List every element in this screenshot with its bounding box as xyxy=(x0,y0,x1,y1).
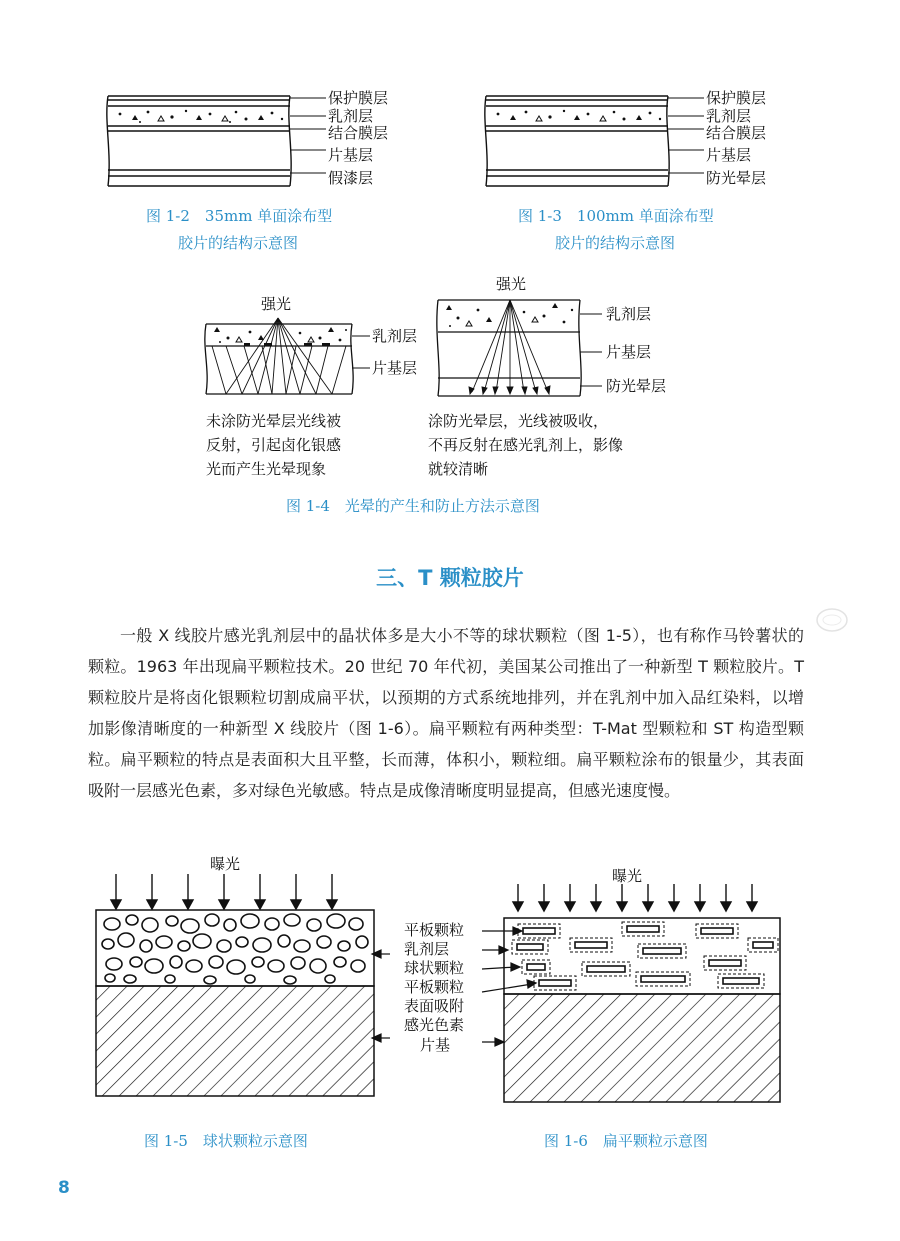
fig1-3-diagram xyxy=(478,92,708,192)
fig1-4-caption: 图 1-4 光晕的产生和防止方法示意图 xyxy=(286,497,540,515)
fig1-4-left-note-line1: 未涂防光晕层光线被 xyxy=(206,412,342,430)
fig1-4-right-note-line2: 不再反射在感光乳剂上，影像 xyxy=(428,436,624,454)
fig1-4-right-strong-light: 强光 xyxy=(496,275,527,293)
fig1-2-label-base: 片基层 xyxy=(328,146,374,164)
fig1-3-label-binding: 结合膜层 xyxy=(706,124,767,142)
fig1-5-diagram xyxy=(90,870,390,1110)
fig1-2-diagram xyxy=(100,92,330,192)
fig1-3-label-antihalation: 防光晕层 xyxy=(706,169,767,187)
fig1-2-label-emulsion: 乳剂层 xyxy=(328,107,374,125)
fig1-4-left-label-base: 片基层 xyxy=(372,359,418,377)
fig1-4-left-note-line3: 光而产生光晕现象 xyxy=(206,460,327,478)
fig1-5-caption: 图 1-5 球状颗粒示意图 xyxy=(144,1132,308,1150)
fig1-6-diagram xyxy=(478,882,798,1112)
fig1-2-label-binding: 结合膜层 xyxy=(328,124,389,142)
center-label-base: 片基 xyxy=(420,1036,451,1054)
fig1-4-left-label-emulsion: 乳剂层 xyxy=(372,327,418,345)
page-number: 8 xyxy=(58,1178,70,1198)
section-paragraph: 一般 X 线胶片感光乳剂层中的晶状体多是大小不等的球状颗粒（图 1-5），也有称作马铃薯状的颗粒。1963 年出现扁平颗粒技术。20 世纪 70 年代初，美国某公司推出了一种新型 T 颗粒胶片。T 颗粒胶片是将卤化银颗粒切割成扁平状，以预期的方式系统地排列，并在乳剂中加入品红染料，以增加影像清晰度的一种新型 X 线胶片（图 1-6）。扁平颗粒有两种类型：T-Mat 型颗粒和 ST 构造型颗粒。扁平颗粒的特点是表面积大且平整，长而薄，体积小，颗粒细。扁平颗粒涂布的银量少，其表面吸附一层感光色素，多对绿色光敏感。特点是成像清晰度明显提高，但感光速度慢。 xyxy=(88,626,804,800)
fig1-6-exposure-label: 曝光 xyxy=(612,867,643,885)
fig1-3-label-protective: 保护膜层 xyxy=(706,89,767,107)
center-label-spherical-grain: 球状颗粒 xyxy=(404,959,465,977)
center-label-flat-grain: 平板颗粒 xyxy=(404,921,465,939)
fig1-4-left-note-line2: 反射，引起卤化银感 xyxy=(206,436,342,454)
fig1-3-label-base: 片基层 xyxy=(706,146,752,164)
fig1-2-label-protective: 保护膜层 xyxy=(328,89,389,107)
fig1-3-caption-line1: 图 1-3 100mm 单面涂布型 xyxy=(518,207,714,225)
fig1-2-caption-line2: 胶片的结构示意图 xyxy=(178,234,299,252)
fig1-2-caption-line1: 图 1-2 35mm 单面涂布型 xyxy=(146,207,333,225)
fig1-4-right-label-antihalation: 防光晕层 xyxy=(606,377,667,395)
watermark-stamp xyxy=(812,600,852,640)
fig1-3-label-emulsion: 乳剂层 xyxy=(706,107,752,125)
fig1-4-left-strong-light: 强光 xyxy=(261,295,292,313)
fig1-6-caption: 图 1-6 扁平颗粒示意图 xyxy=(544,1132,708,1150)
fig1-4-right-label-base: 片基层 xyxy=(606,343,652,361)
center-label-emulsion: 乳剂层 xyxy=(404,940,450,958)
fig1-4-right-label-emulsion: 乳剂层 xyxy=(606,305,652,323)
center-label-sensitizing-dye: 感光色素 xyxy=(404,1016,465,1034)
fig1-2-label-varnish: 假漆层 xyxy=(328,169,374,187)
fig1-5-exposure-label: 曝光 xyxy=(210,855,241,873)
center-label-surface-adsorb: 表面吸附 xyxy=(404,997,465,1015)
fig1-4-right-note-line1: 涂防光晕层，光线被吸收， xyxy=(428,412,609,430)
fig1-3-caption-line2: 胶片的结构示意图 xyxy=(555,234,676,252)
fig1-4-right-note-line3: 就较清晰 xyxy=(428,460,489,478)
center-label-flat-grain-2: 平板颗粒 xyxy=(404,978,465,996)
section-heading: 三、T 颗粒胶片 xyxy=(376,566,524,590)
